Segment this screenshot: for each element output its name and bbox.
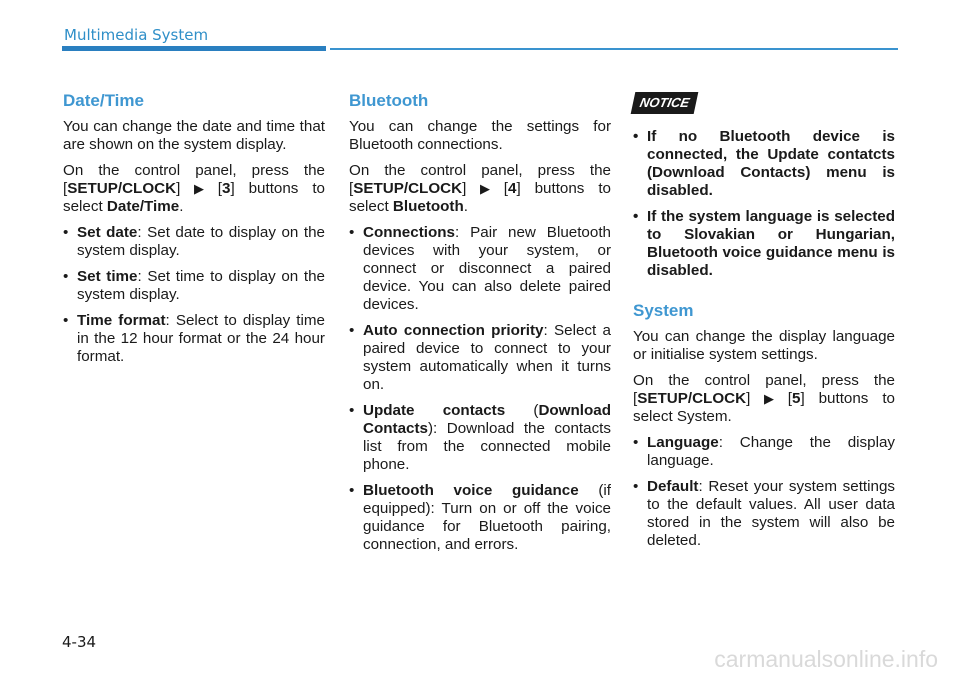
system-intro: You can change the display language or initialise system settings. [633, 328, 895, 363]
list-item: • Update contacts (Download Contacts): Download the contacts list from the connected mobile phone. [349, 402, 611, 474]
arrow-icon: ▶ [184, 181, 214, 196]
notice-badge: NOTICE [631, 92, 699, 114]
bluetooth-instruction: On the control panel, press the [SETUP/CLOCK] ▶ [4] buttons to select Bluetooth. [349, 162, 611, 215]
bluetooth-heading: Bluetooth [349, 91, 429, 110]
list-item: • Default: Reset your system settings to the default values. All user data stored in the system will also be deleted. [633, 478, 895, 550]
date-time-instruction: On the control panel, press the [SETUP/CLOCK] ▶ [3] buttons to select Date/Time. [63, 162, 325, 215]
system-options [633, 434, 895, 550]
list-item: • If the system language is selected to Slovakian or Hungarian, Bluetooth voice guidance menu is disabled. [633, 208, 895, 280]
list-item: • Set date: Set date to display on the system display. [63, 224, 325, 260]
column-date-time [63, 92, 325, 374]
list-item: • Auto connection priority: Select a paired device to connect to your system automatically when it turns on. [349, 322, 611, 394]
bluetooth-options [349, 224, 611, 554]
column-bluetooth [349, 92, 611, 562]
system-heading: System [633, 301, 694, 320]
system-instruction: On the control panel, press the [SETUP/CLOCK] ▶ [5] buttons to select System. [633, 372, 895, 425]
date-time-intro: You can change the date and time that are shown on the system display. [63, 118, 325, 153]
arrow-icon: ▶ [470, 181, 500, 196]
list-item: • Language: Change the display language. [633, 434, 895, 470]
header-rule-thin [330, 48, 898, 50]
notice-list [633, 128, 895, 280]
arrow-icon: ▶ [754, 391, 784, 406]
page-number: 4-34 [62, 633, 97, 651]
list-item: • Connections: Pair new Bluetooth devices with your system, or connect or disconnect a paired device. You can also delete paired devices. [349, 224, 611, 314]
bluetooth-intro: You can change the settings for Bluetooth connections. [349, 118, 611, 153]
list-item: • Set time: Set time to display on the system display. [63, 268, 325, 304]
list-item: • Bluetooth voice guidance (if equipped): Turn on or off the voice guidance for Bluetooth pairing, connection, and errors. [349, 482, 611, 554]
date-time-options [63, 224, 325, 366]
list-item: • If no Bluetooth device is connected, the Update contatcts (Download Contacts) menu is disabled. [633, 128, 895, 200]
header-rule-thick [62, 46, 326, 51]
list-item: • Time format: Select to display time in the 12 hour format or the 24 hour format. [63, 312, 325, 366]
watermark: carmanualsonline.info [714, 646, 938, 672]
date-time-heading: Date/Time [63, 91, 144, 110]
column-system [633, 92, 895, 558]
section-title: Multimedia System [64, 26, 209, 44]
